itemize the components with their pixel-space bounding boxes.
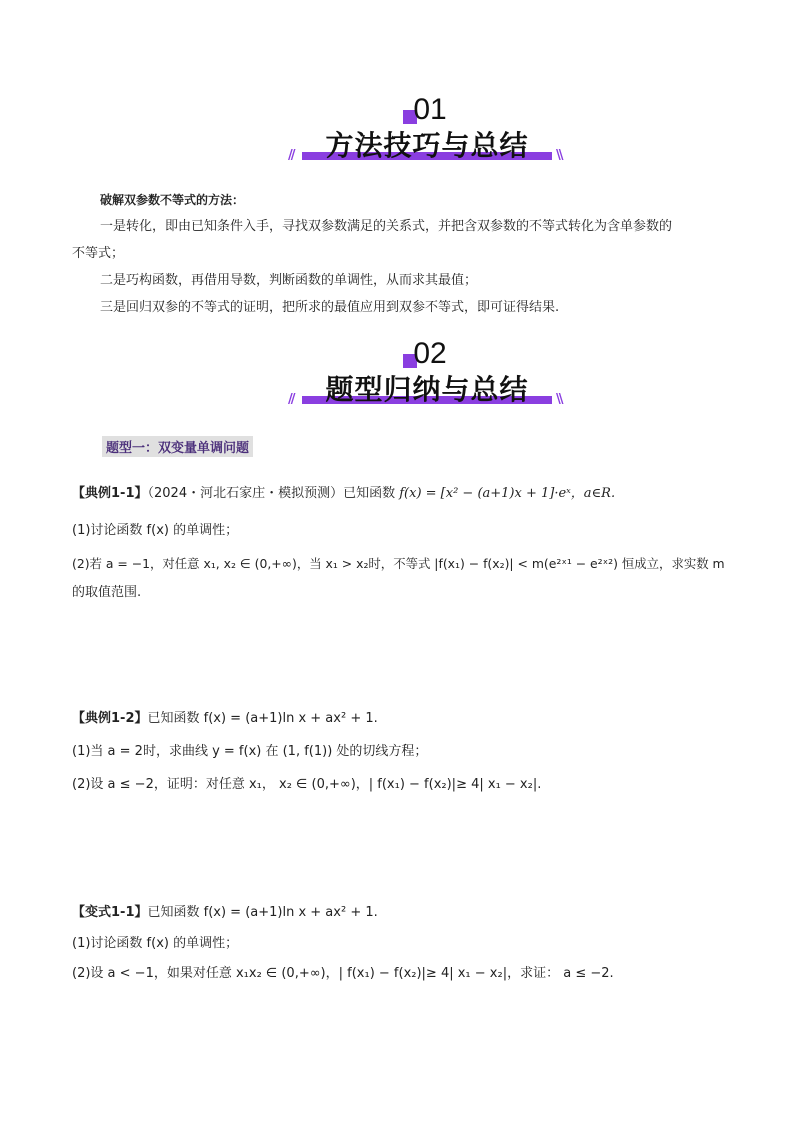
variant-tag: 【变式1-1】 <box>72 905 148 920</box>
example-tag: 【典例1-2】 <box>72 711 148 726</box>
method-para3: 三是回归双参的不等式的证明，把所求的最值应用到双参不等式，即可证得结果. <box>100 300 560 315</box>
method-para1-line1: 一是转化，即由已知条件入手，寻找双参数满足的关系式，并把含双参数的不等式转化为含单参数的 <box>100 219 673 234</box>
example-1-1-q1: (1)讨论函数 f(x) 的单调性； <box>72 523 239 538</box>
example-1-2-q1: (1)当 a = 2时，求曲线 y = f(x) 在 (1, f(1)) 处的切线方程； <box>72 744 428 759</box>
example-1-2-q2: (2)设 a ≤ −2，证明：对任意 x₁， x₂ ∈ (0,+∞)，| f(x₁) − f(x₂)|≥ 4| x₁ − x₂|. <box>72 777 542 792</box>
example-formula: f(x) = [x² − (a+1)x + 1]·eˣ，a∈R. <box>399 486 616 501</box>
section-number: 02 <box>413 337 447 370</box>
variant-1-1-q1: (1)讨论函数 f(x) 的单调性； <box>72 936 239 951</box>
section-number: 01 <box>413 93 447 126</box>
example-stem-text: 已知函数 f(x) = (a+1)ln x + ax² + 1. <box>147 711 378 726</box>
example-tag: 【典例1-1】 <box>72 486 148 501</box>
right-decoration: \\ <box>556 392 562 407</box>
left-decoration: // <box>288 392 294 407</box>
variant-stem-text: 已知函数 f(x) = (a+1)ln x + ax² + 1. <box>147 905 378 920</box>
method-heading: 破解双参数不等式的方法： <box>100 193 245 207</box>
variant-1-1-q2: (2)设 a < −1，如果对任意 x₁x₂ ∈ (0,+∞)，| f(x₁) − f(x₂)|≥ 4| x₁ − x₂|，求证： a ≤ −2. <box>72 966 614 981</box>
example-1-2-stem <box>72 709 378 729</box>
left-decoration: // <box>288 148 294 163</box>
right-decoration: \\ <box>556 148 562 163</box>
section-title: 方法技巧与总结 <box>325 129 529 162</box>
example-source: （2024・河北石家庄・模拟预测）已知函数 <box>147 486 396 501</box>
example-1-1-q2-line1: (2)若 a = −1，对任意 x₁, x₂ ∈ (0,+∞)，当 x₁ > x₂时，不等式 |f(x₁) − f(x₂)| < m(e²ˣ¹ − e²ˣ²) 恒成立，求实数 m <box>72 556 725 571</box>
section-title: 题型归纳与总结 <box>325 373 529 406</box>
variant-1-1-stem <box>72 903 378 923</box>
example-1-1-q2-line2: 的取值范围. <box>72 585 142 600</box>
example-1-1-stem <box>72 484 615 504</box>
method-para1-line2: 不等式； <box>72 246 125 261</box>
type-heading: 题型一：双变量单调问题 <box>102 436 253 457</box>
method-para2: 二是巧构函数，再借用导数，判断函数的单调性，从而求其最值； <box>100 273 478 288</box>
